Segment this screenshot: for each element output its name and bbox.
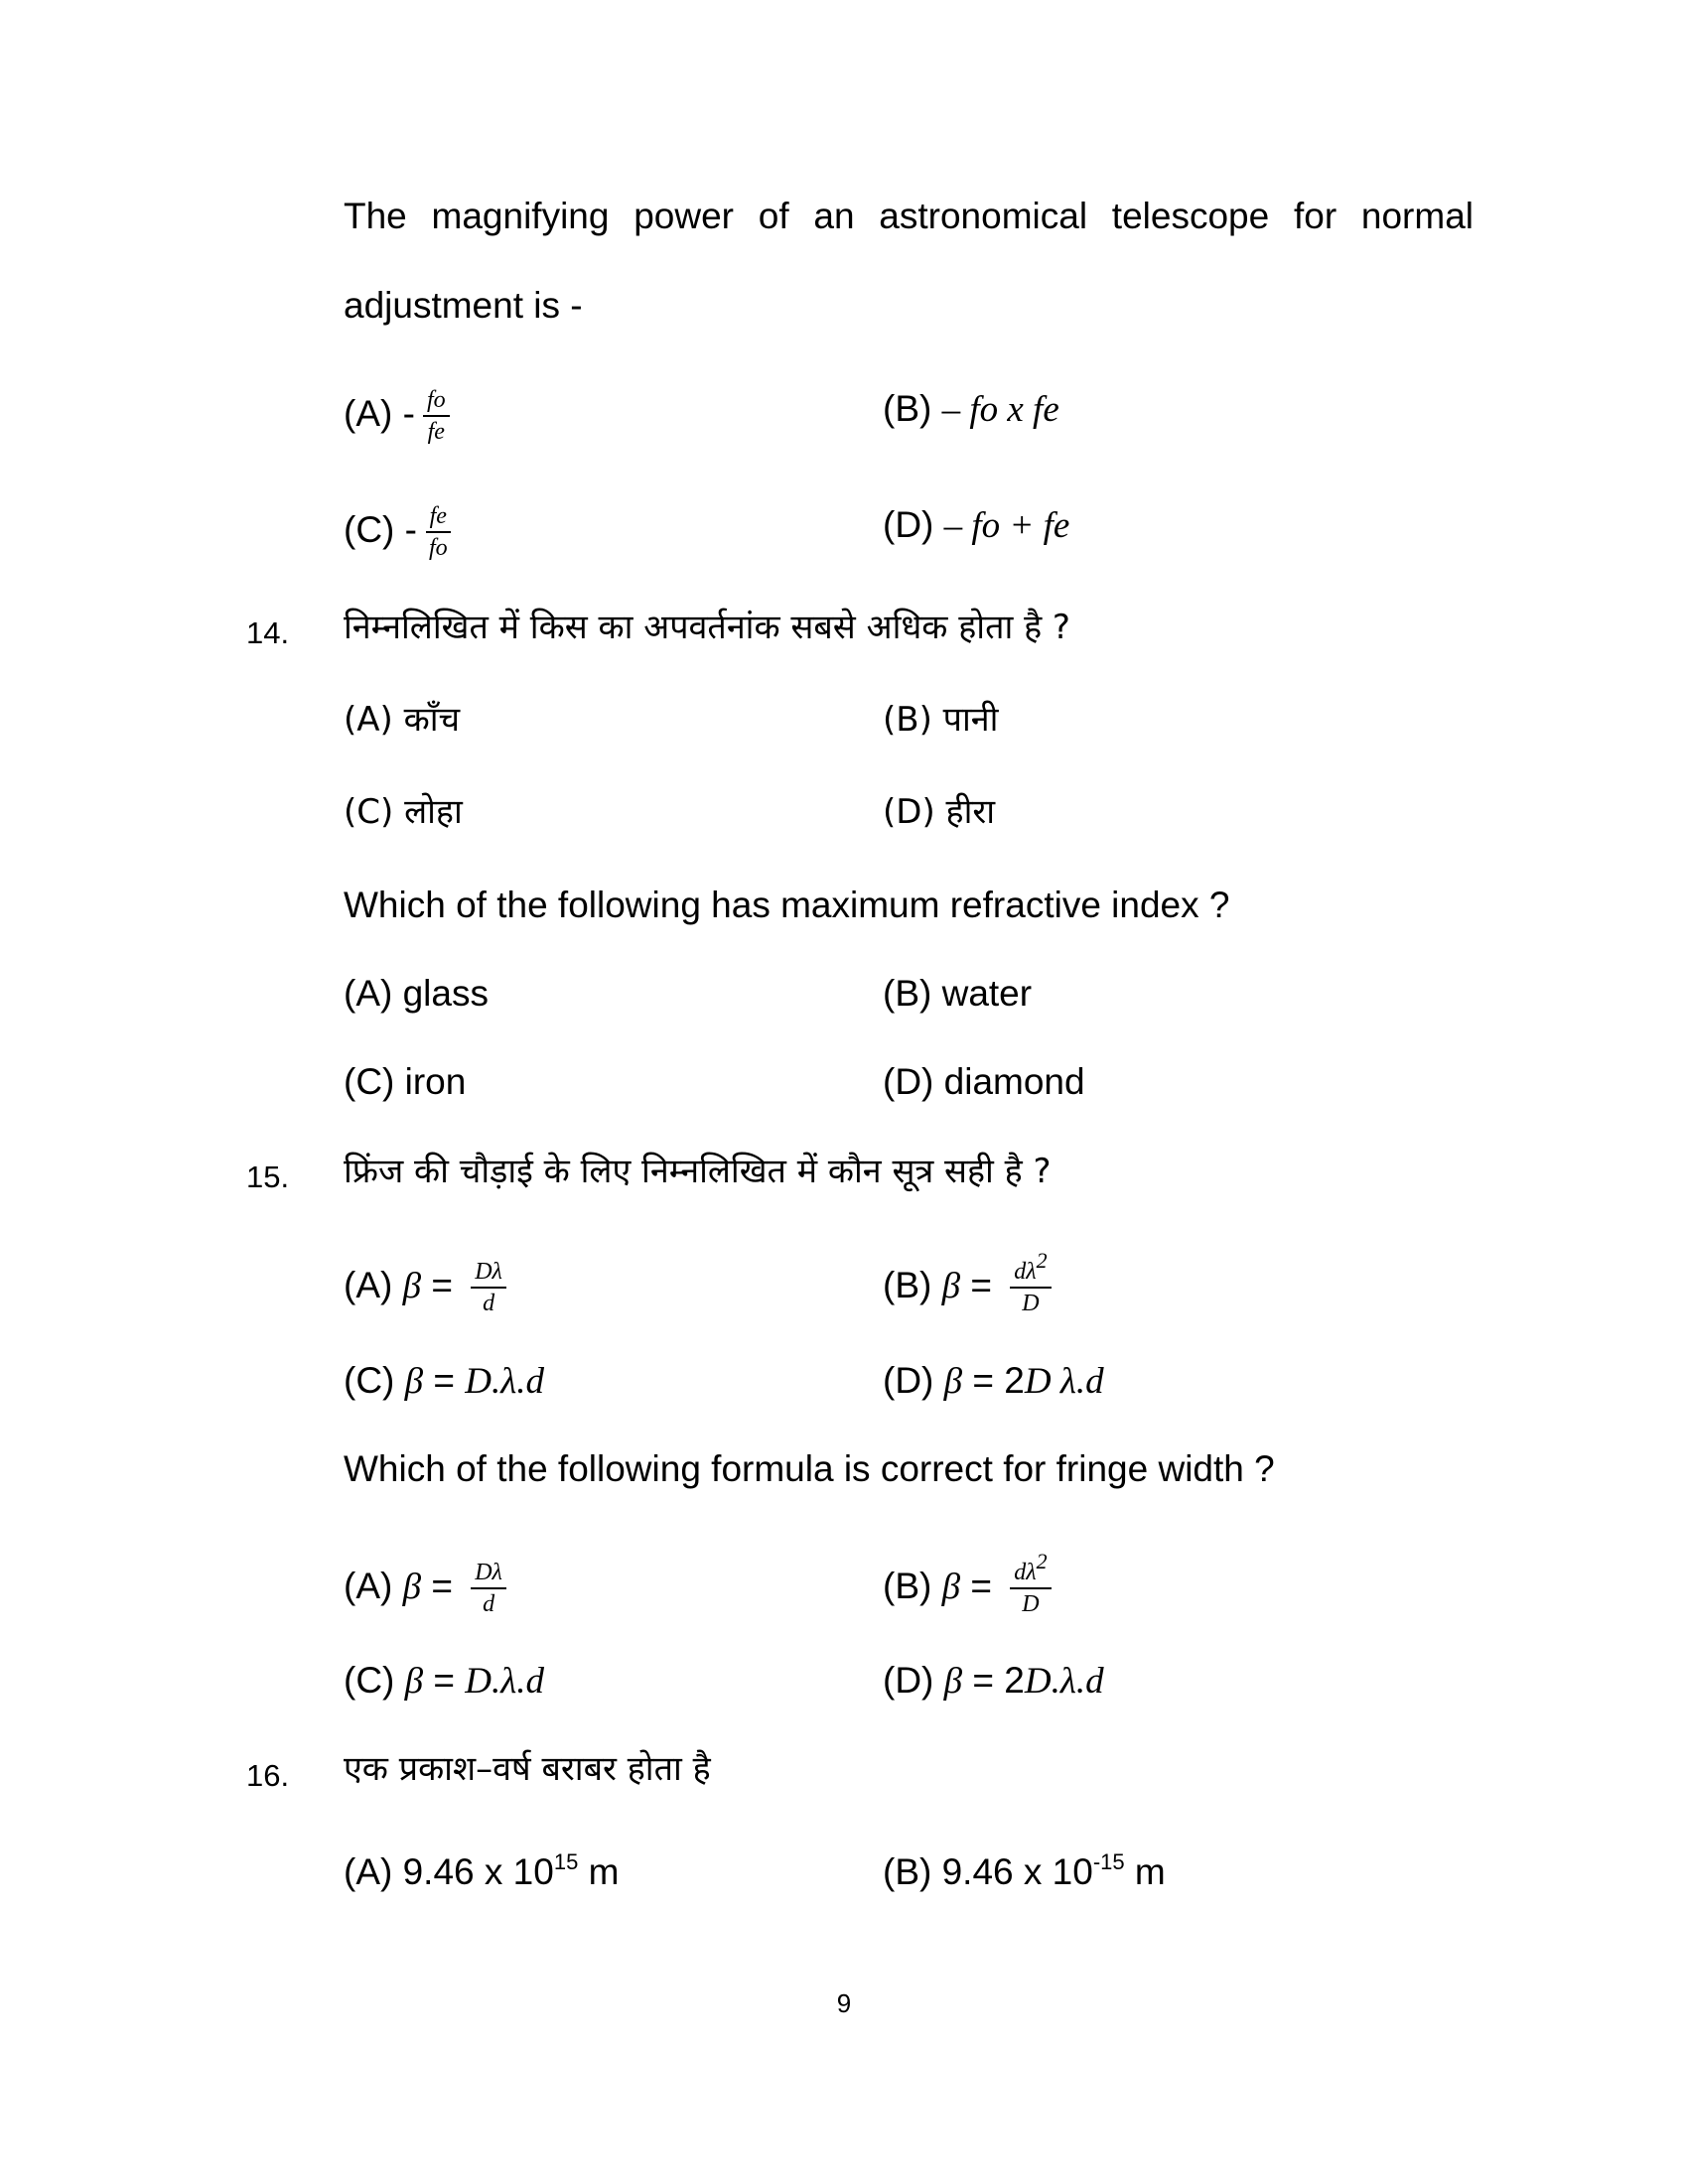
equals-sign: = xyxy=(423,1360,466,1401)
equals-sign: = xyxy=(960,1264,1003,1305)
q16-number: 16. xyxy=(246,1758,290,1793)
unit: m xyxy=(1124,1851,1166,1892)
q13-option-a-fraction xyxy=(423,387,450,445)
q14-hindi-option-b: (B) पानी xyxy=(883,700,999,740)
q15-hindi-question: फ्रिंज की चौड़ाई के लिए निम्नलिखित में कौन सूत्र सही है ? xyxy=(344,1152,1052,1191)
numerator-text: dλ xyxy=(1014,1259,1037,1285)
beta-symbol: β xyxy=(943,1361,963,1402)
denominator: D xyxy=(1022,1291,1040,1316)
q13-option-b xyxy=(883,387,1059,432)
q16-hindi-question: एक प्रकाश–वर्ष बराबर होता है xyxy=(344,1749,711,1789)
beta-symbol: β xyxy=(402,1566,422,1607)
option-label: (D) xyxy=(883,1360,934,1401)
numerator xyxy=(1010,1248,1051,1289)
q13-option-d xyxy=(883,503,1069,548)
beta-symbol: β xyxy=(404,1661,424,1702)
exponent: 2 xyxy=(1036,1248,1048,1273)
numerator: Dλ xyxy=(471,1560,506,1589)
expression: D.λ.d xyxy=(465,1661,545,1702)
beta-symbol: β xyxy=(402,1265,422,1306)
q15-hindi-option-d xyxy=(883,1359,1104,1404)
q14-hindi-option-a: (A) काँच xyxy=(344,700,461,740)
q13-english-line1: The magnifying power of an astronomical telescope for normal xyxy=(344,196,1474,236)
numerator: fe xyxy=(426,503,451,533)
q13-option-b-expr: – fo x fe xyxy=(941,389,1059,430)
equals-sign: = xyxy=(962,1660,1005,1701)
equals-sign: = xyxy=(423,1660,466,1701)
coefficient: 2 xyxy=(1004,1360,1025,1401)
fraction xyxy=(471,1560,506,1617)
equals-sign: = xyxy=(421,1264,464,1305)
numerator-text: dλ xyxy=(1014,1560,1037,1585)
q15-english-option-c xyxy=(344,1659,544,1704)
q14-hindi-option-c: (C) लोहा xyxy=(344,792,463,832)
numerator: fo xyxy=(423,387,450,417)
option-label: (B) xyxy=(883,1565,932,1606)
q15-english-option-b xyxy=(883,1549,1052,1617)
q14-hindi-option-d: (D) हीरा xyxy=(883,792,996,832)
q13-option-c-fraction xyxy=(425,503,452,561)
beta-symbol: β xyxy=(943,1661,963,1702)
beta-symbol: β xyxy=(941,1265,961,1306)
exponent: 2 xyxy=(1036,1549,1048,1573)
fraction xyxy=(1010,1248,1051,1316)
q14-english-option-a: (A) glass xyxy=(344,973,489,1014)
equals-sign: = xyxy=(421,1565,464,1606)
unit: m xyxy=(578,1851,620,1892)
coefficient: 2 xyxy=(1004,1660,1025,1701)
option-text: (A) 9.46 x 10 xyxy=(344,1851,554,1892)
q13-option-d-expr: – fo + fe xyxy=(943,505,1070,546)
q14-number: 14. xyxy=(246,615,290,650)
beta-symbol: β xyxy=(941,1566,961,1607)
q15-number: 15. xyxy=(246,1160,290,1194)
q15-english-option-a xyxy=(344,1560,506,1617)
fraction xyxy=(471,1259,506,1316)
numerator: Dλ xyxy=(471,1259,506,1289)
numerator xyxy=(1010,1549,1051,1589)
q13-option-b-label: (B) xyxy=(883,388,932,429)
q15-english-option-d xyxy=(883,1659,1104,1704)
q13-option-d-label: (D) xyxy=(883,504,934,545)
option-label: (B) xyxy=(883,1264,932,1305)
fraction xyxy=(1010,1549,1051,1617)
expression: D.λ.d xyxy=(1024,1661,1104,1702)
expression: D.λ.d xyxy=(465,1361,545,1402)
q14-english-question: Which of the following has maximum refractive index ? xyxy=(344,885,1230,925)
option-label: (C) xyxy=(344,1660,395,1701)
denominator: fo xyxy=(428,535,448,561)
exponent: 15 xyxy=(553,1848,579,1874)
q15-hindi-option-a xyxy=(344,1259,506,1316)
denominator: d xyxy=(483,1291,495,1316)
q16-option-b xyxy=(883,1850,1166,1894)
denominator: d xyxy=(483,1591,495,1617)
q14-english-option-c: (C) iron xyxy=(344,1061,467,1102)
denominator: D xyxy=(1022,1591,1040,1617)
q16-option-a xyxy=(344,1850,619,1894)
q13-option-c-label: (C) - xyxy=(344,508,417,550)
q14-english-option-b: (B) water xyxy=(883,973,1033,1014)
q15-hindi-option-b xyxy=(883,1248,1052,1316)
option-label: (D) xyxy=(883,1660,934,1701)
expression: D λ.d xyxy=(1024,1361,1104,1402)
q13-option-a-label: (A) - xyxy=(344,392,415,434)
q14-english-option-d: (D) diamond xyxy=(883,1061,1085,1102)
q13-option-a xyxy=(344,387,450,445)
option-text: (B) 9.46 x 10 xyxy=(883,1851,1093,1892)
option-label: (A) xyxy=(344,1565,393,1606)
exponent: -15 xyxy=(1092,1848,1125,1874)
denominator: fe xyxy=(427,419,445,445)
option-label: (A) xyxy=(344,1264,393,1305)
equals-sign: = xyxy=(960,1565,1003,1606)
q13-english-line2: adjustment is - xyxy=(344,285,583,326)
equals-sign: = xyxy=(962,1360,1005,1401)
q14-hindi-question: निम्नलिखित में किस का अपवर्तनांक सबसे अधिक होता है ? xyxy=(344,608,1070,647)
option-label: (C) xyxy=(344,1360,395,1401)
q13-option-c xyxy=(344,503,452,561)
beta-symbol: β xyxy=(404,1361,424,1402)
q15-hindi-option-c xyxy=(344,1359,544,1404)
page-number: 9 xyxy=(836,1988,852,2018)
q15-english-question: Which of the following formula is correct for fringe width ? xyxy=(344,1448,1275,1489)
